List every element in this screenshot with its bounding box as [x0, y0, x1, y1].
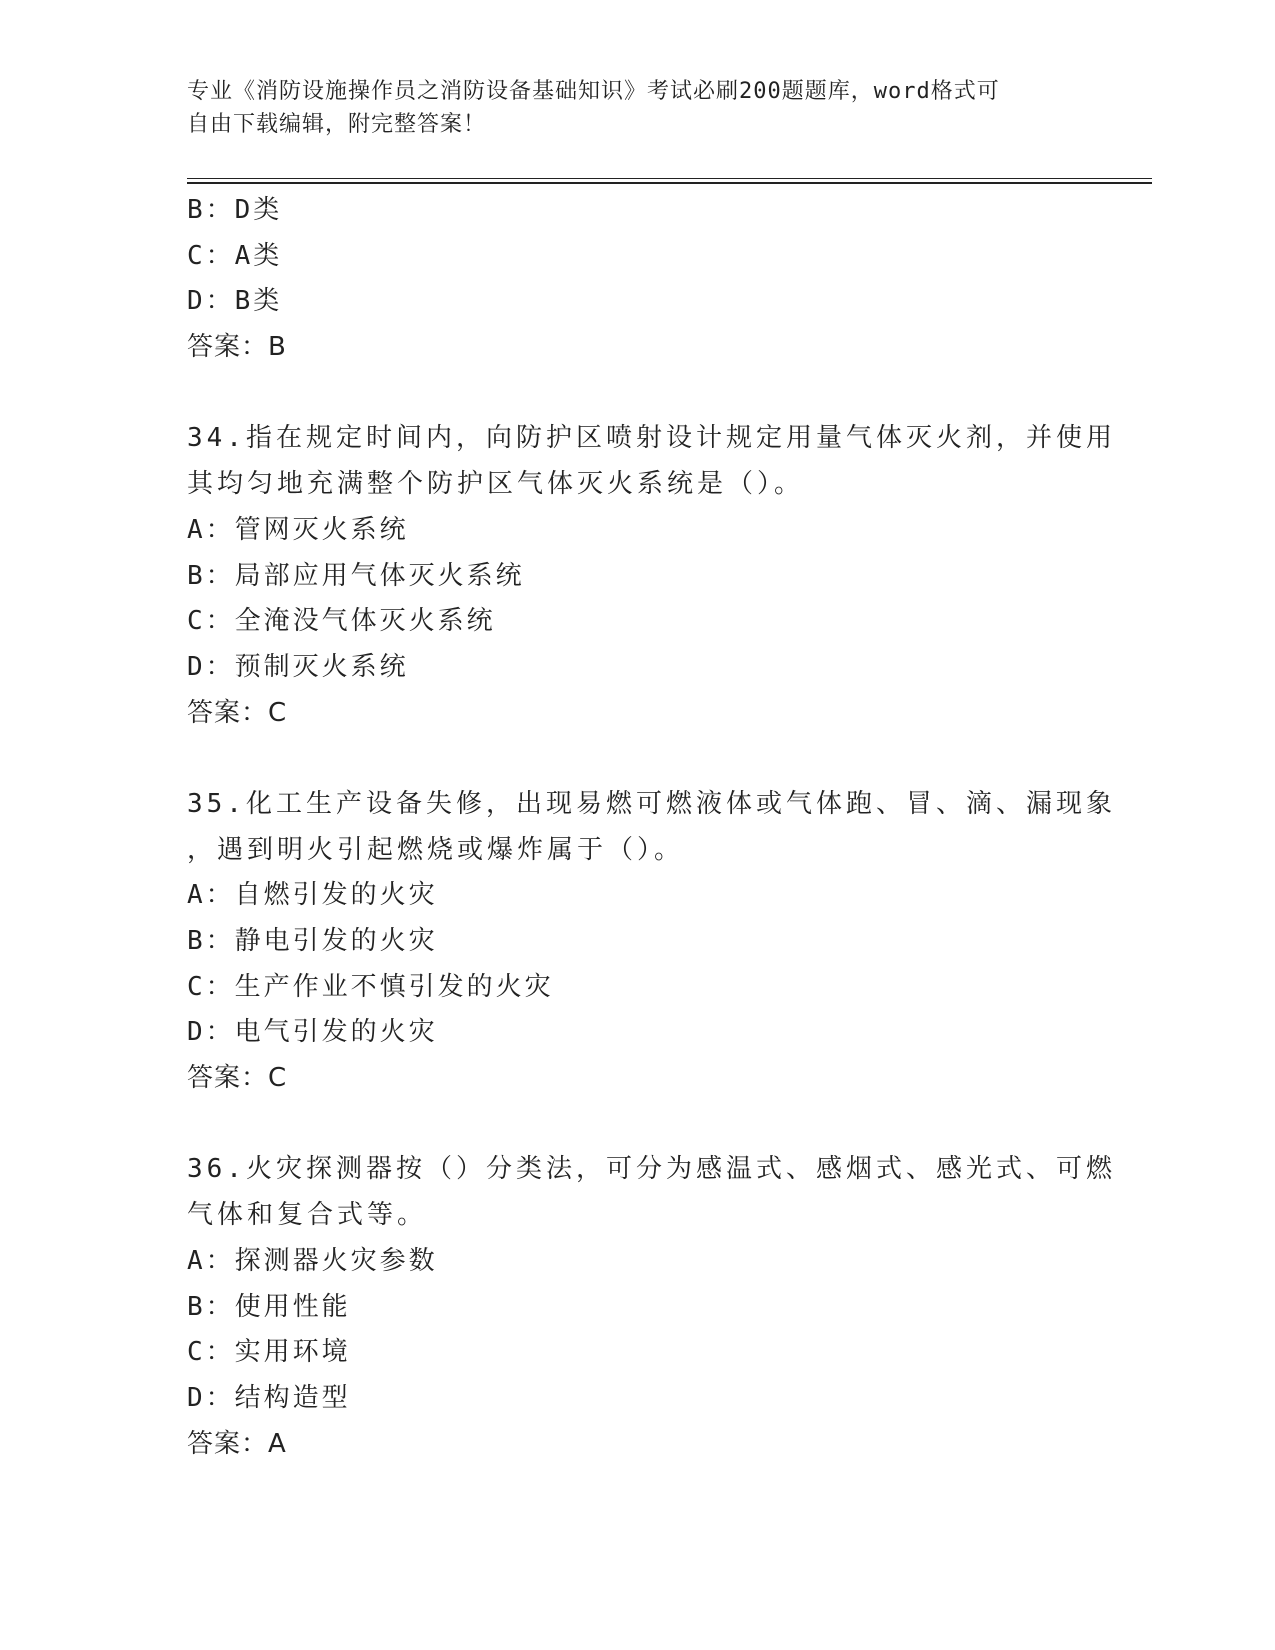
option-c: C：全淹没气体灭火系统	[187, 606, 496, 637]
question-text	[187, 1147, 1116, 1238]
option-b: B：静电引发的火灾	[187, 926, 438, 956]
option-d: D：预制灭火系统	[187, 651, 409, 682]
question-text-line: 34.指在规定时间内，向防护区喷射设计规定用量气体灭火剂，并使用	[187, 423, 1116, 454]
option-b: B：D类	[187, 195, 283, 225]
question-block-prev	[187, 188, 1087, 371]
question-text	[187, 782, 1116, 873]
option-c: C：实用环境	[187, 1337, 351, 1368]
question-block-36	[187, 1147, 1116, 1467]
question-text-line: ，遇到明火引起燃烧或爆炸属于（）。	[187, 834, 685, 865]
answer-line: 答案：C	[187, 697, 288, 728]
option-c: C：生产作业不慎引发的火灾	[187, 971, 554, 1002]
question-text-line: 其均匀地充满整个防护区气体灭火系统是（）。	[187, 469, 805, 500]
question-text-line: 36.火灾探测器按（）分类法，可分为感温式、感烟式、感光式、可燃	[187, 1154, 1116, 1185]
option-a: A：探测器火灾参数	[187, 1245, 438, 1276]
option-a: A：自燃引发的火灾	[187, 880, 438, 911]
option-c: C：A类	[187, 240, 283, 271]
question-text-line: 气体和复合式等。	[187, 1200, 428, 1231]
document-body	[187, 188, 1116, 1467]
header-line-2: 自由下载编辑，附完整答案！	[187, 112, 487, 137]
answer-line: 答案：B	[187, 332, 287, 363]
option-b: B：使用性能	[187, 1291, 351, 1322]
option-d: D：电气引发的火灾	[187, 1017, 438, 1048]
header-divider-thick	[187, 182, 1152, 184]
option-a: A：管网灭火系统	[187, 514, 409, 545]
question-block-35	[187, 782, 1116, 1102]
option-b: B：局部应用气体灭火系统	[187, 560, 525, 591]
option-d: D：B类	[187, 286, 283, 317]
answer-line: 答案：C	[187, 1063, 288, 1094]
question-text-line: 35.化工生产设备失修，出现易燃可燃液体或气体跑、冒、滴、漏现象	[187, 788, 1116, 819]
question-block-34	[187, 416, 1116, 736]
document-header	[187, 75, 1067, 141]
question-text	[187, 416, 1116, 507]
answer-line: 答案：A	[187, 1428, 287, 1459]
header-divider-thin	[187, 178, 1152, 179]
option-d: D：结构造型	[187, 1382, 351, 1413]
header-line-1: 专业《消防设施操作员之消防设备基础知识》考试必刷200题题库，word格式可	[187, 79, 1000, 104]
